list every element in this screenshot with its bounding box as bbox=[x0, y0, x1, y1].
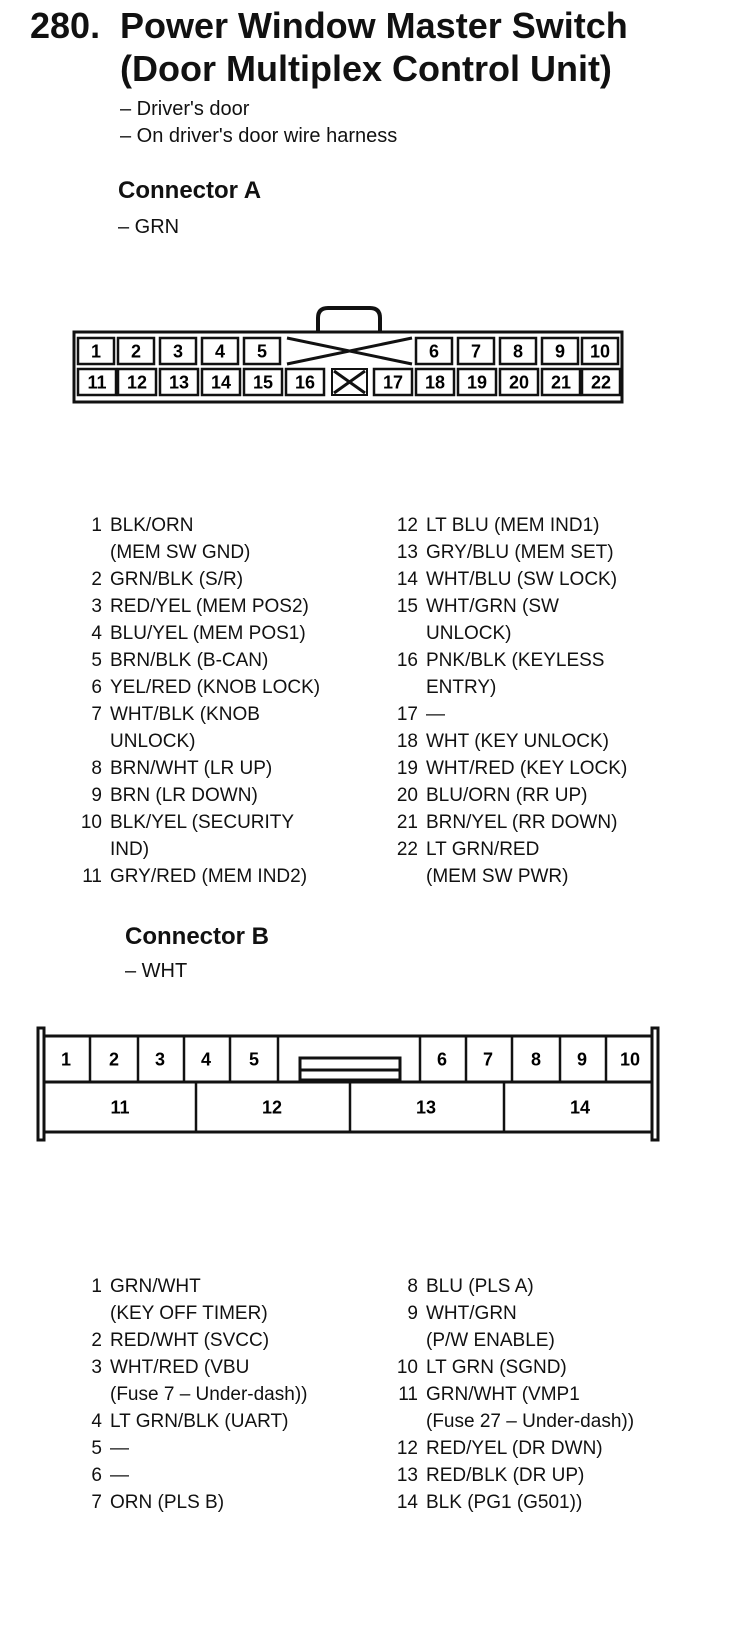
connector-b-heading: Connector B bbox=[125, 923, 269, 950]
connector-a-cavity-11 bbox=[78, 369, 116, 395]
connector-a-cavity-7 bbox=[458, 338, 494, 364]
pin-row bbox=[384, 566, 714, 593]
connector-a-cavity-21-label: 21 bbox=[550, 372, 572, 393]
pin-description: LT GRN/BLK (UART) bbox=[110, 1411, 289, 1432]
pin-number: 8 bbox=[407, 1276, 418, 1297]
connector-a-cavity-13 bbox=[160, 369, 198, 395]
pin-number: 6 bbox=[91, 677, 102, 698]
pin-row bbox=[384, 512, 714, 539]
connector-b-pins-left bbox=[68, 1273, 388, 1516]
pin-description: GRY/RED (MEM IND2) bbox=[110, 866, 308, 887]
pin-row bbox=[68, 863, 388, 890]
pin-description: BRN/YEL (RR DOWN) bbox=[426, 812, 618, 833]
connector-b-cavity-12 bbox=[262, 1097, 282, 1117]
connector-b-cavity-4-label: 4 bbox=[200, 1049, 212, 1070]
pin-number: 17 bbox=[396, 704, 418, 725]
pin-description: LT GRN (SGND) bbox=[426, 1357, 567, 1378]
connector-b-cavity-3-label: 3 bbox=[154, 1049, 166, 1070]
pin-row bbox=[68, 1273, 388, 1327]
connector-a-cavity-3 bbox=[160, 338, 196, 364]
pin-row bbox=[68, 566, 388, 593]
connector-b-cavity-14-label: 14 bbox=[569, 1097, 591, 1118]
pin-number: 14 bbox=[396, 1492, 418, 1513]
pin-description: LT BLU (MEM IND1) bbox=[426, 515, 600, 536]
connector-a-cavity-16 bbox=[286, 369, 324, 395]
pin-description: BLU (PLS A) bbox=[426, 1276, 534, 1297]
pin-description: WHT/BLU (SW LOCK) bbox=[426, 569, 618, 590]
connector-a-cavity-14 bbox=[202, 369, 240, 395]
pin-number: 5 bbox=[91, 1438, 102, 1459]
pin-number: 3 bbox=[91, 1357, 102, 1378]
connector-b-pins-right bbox=[384, 1273, 724, 1516]
pin-row bbox=[68, 1489, 388, 1516]
pin-number: 16 bbox=[396, 650, 418, 671]
connector-b-cavity-6 bbox=[437, 1049, 447, 1069]
pin-description: RED/BLK (DR UP) bbox=[426, 1465, 585, 1486]
connector-a-cavity-2-label: 2 bbox=[130, 341, 142, 362]
connector-b-cavity-7 bbox=[483, 1049, 493, 1069]
connector-a-cavity-1-label: 1 bbox=[90, 341, 102, 362]
pin-row bbox=[68, 755, 388, 782]
pin-description: BLU/YEL (MEM POS1) bbox=[110, 623, 306, 644]
pin-row bbox=[68, 1435, 388, 1462]
connector-a-cavity-13-label: 13 bbox=[168, 372, 190, 393]
pin-number: 4 bbox=[91, 1411, 102, 1432]
pin-row bbox=[384, 1354, 724, 1381]
connector-a-cavity-12-label: 12 bbox=[126, 372, 148, 393]
pin-description: RED/WHT (SVCC) bbox=[110, 1330, 270, 1351]
pin-row bbox=[384, 1489, 724, 1516]
connector-a-cavity-22-label: 22 bbox=[590, 372, 612, 393]
connector-a-diagram bbox=[0, 0, 736, 460]
pin-number: 10 bbox=[80, 812, 102, 833]
pin-row bbox=[68, 701, 388, 755]
pin-row bbox=[384, 836, 714, 890]
connector-a-cavity-6-label: 6 bbox=[428, 341, 440, 362]
connector-b-cavity-13 bbox=[416, 1097, 436, 1117]
connector-b-cavity-12-label: 12 bbox=[261, 1097, 283, 1118]
pin-number: 9 bbox=[91, 785, 102, 806]
connector-b-cavity-14 bbox=[570, 1097, 590, 1117]
pin-row bbox=[68, 809, 388, 863]
pin-number: 4 bbox=[91, 623, 102, 644]
pin-number: 13 bbox=[396, 542, 418, 563]
pin-number: 14 bbox=[396, 569, 418, 590]
connector-a-cavity-3-label: 3 bbox=[172, 341, 184, 362]
connector-b-cavity-11 bbox=[110, 1097, 129, 1117]
pin-row bbox=[384, 1381, 724, 1435]
pin-number: 8 bbox=[91, 758, 102, 779]
pin-row bbox=[384, 539, 714, 566]
pin-row bbox=[68, 782, 388, 809]
pin-description: WHT/GRN (P/W ENABLE) bbox=[426, 1303, 555, 1351]
pin-description: BLU/ORN (RR UP) bbox=[426, 785, 588, 806]
connector-a-blank-cavity-2 bbox=[332, 369, 367, 395]
connector-b-color: – WHT bbox=[125, 960, 188, 982]
pin-row bbox=[68, 1408, 388, 1435]
pin-description: — bbox=[110, 1465, 129, 1486]
connector-a-cavity-10 bbox=[582, 338, 618, 364]
pin-row bbox=[68, 512, 388, 566]
connector-a-cavity-8-label: 8 bbox=[512, 341, 524, 362]
pin-row bbox=[68, 1354, 388, 1408]
connector-a-cavity-21 bbox=[542, 369, 580, 395]
connector-b-cavity-10-label: 10 bbox=[619, 1049, 641, 1070]
pin-description: RED/YEL (MEM POS2) bbox=[110, 596, 309, 617]
title-line-2: (Door Multiplex Control Unit) bbox=[120, 48, 612, 89]
pin-number: 19 bbox=[396, 758, 418, 779]
pin-row bbox=[68, 620, 388, 647]
connector-b-cavity-1 bbox=[61, 1049, 71, 1069]
connector-b-cavity-8 bbox=[531, 1049, 541, 1069]
connector-b-cavity-5-label: 5 bbox=[248, 1049, 260, 1070]
pin-description: ORN (PLS B) bbox=[110, 1492, 225, 1513]
connector-a-cavity-14-label: 14 bbox=[210, 372, 232, 393]
connector-b-cavity-7-label: 7 bbox=[482, 1049, 494, 1070]
connector-a-cavity-8 bbox=[500, 338, 536, 364]
pin-description: BRN/BLK (B-CAN) bbox=[110, 650, 269, 671]
pin-number: 1 bbox=[91, 1276, 102, 1297]
pin-row bbox=[68, 674, 388, 701]
pin-description: PNK/BLK (KEYLESS ENTRY) bbox=[426, 650, 605, 698]
connector-a-cavity-7-label: 7 bbox=[470, 341, 482, 362]
connector-a-cavity-20-label: 20 bbox=[508, 372, 530, 393]
pin-description: BRN (LR DOWN) bbox=[110, 785, 258, 806]
pin-description: GRN/WHT (KEY OFF TIMER) bbox=[110, 1276, 268, 1324]
title-line-1: Power Window Master Switch bbox=[120, 5, 628, 46]
pin-number: 2 bbox=[91, 569, 102, 590]
pin-description: WHT/RED (KEY LOCK) bbox=[426, 758, 628, 779]
pin-row bbox=[384, 755, 714, 782]
connector-a-cavity-20 bbox=[500, 369, 538, 395]
connector-a-cavity-15 bbox=[244, 369, 282, 395]
pin-number: 11 bbox=[398, 1384, 418, 1405]
connector-b-cavity-9-label: 9 bbox=[576, 1049, 588, 1070]
connector-b-cavity-2 bbox=[109, 1049, 119, 1069]
connector-b-cavity-2-label: 2 bbox=[108, 1049, 120, 1070]
pin-description: YEL/RED (KNOB LOCK) bbox=[110, 677, 321, 698]
connector-a-cavity-19 bbox=[458, 369, 496, 395]
connector-b-diagram bbox=[0, 1010, 736, 1190]
connector-a-pins-right bbox=[384, 512, 714, 890]
connector-a-cavity-18 bbox=[416, 369, 454, 395]
pin-number: 21 bbox=[396, 812, 418, 833]
connector-b-cavity-5 bbox=[249, 1049, 259, 1069]
pin-description: — bbox=[110, 1438, 129, 1459]
connector-a-heading: Connector A bbox=[118, 177, 262, 204]
pin-row bbox=[68, 1462, 388, 1489]
pin-number: 1 bbox=[91, 515, 102, 536]
pin-row bbox=[384, 1435, 724, 1462]
pin-number: 9 bbox=[407, 1303, 418, 1324]
connector-a-cavity-15-label: 15 bbox=[252, 372, 274, 393]
connector-a-cavity-6 bbox=[416, 338, 452, 364]
pin-number: 10 bbox=[396, 1357, 418, 1378]
pin-row bbox=[68, 593, 388, 620]
pin-description: GRN/WHT (VMP1 (Fuse 27 – Under-dash)) bbox=[426, 1384, 635, 1432]
connector-a-color: – GRN bbox=[118, 216, 180, 238]
connector-a-cavity-17 bbox=[374, 369, 412, 395]
connector-a-cavity-5 bbox=[244, 338, 280, 364]
connector-a-cavity-16-label: 16 bbox=[294, 372, 316, 393]
pin-number: 13 bbox=[396, 1465, 418, 1486]
connector-b-lock-tab bbox=[300, 1058, 400, 1080]
connector-b-cavity-1-label: 1 bbox=[60, 1049, 72, 1070]
connector-b-cavity-8-label: 8 bbox=[530, 1049, 542, 1070]
connector-b-cavity-11-label: 11 bbox=[110, 1097, 130, 1118]
pin-number: 11 bbox=[82, 866, 102, 887]
connector-a-cavity-4 bbox=[202, 338, 238, 364]
pin-description: BRN/WHT (LR UP) bbox=[110, 758, 273, 779]
pin-row bbox=[384, 647, 714, 701]
pin-row bbox=[68, 1327, 388, 1354]
pin-row bbox=[384, 1462, 724, 1489]
connector-a-cavity-12 bbox=[118, 369, 156, 395]
connector-b-cavity-9 bbox=[577, 1049, 587, 1069]
pin-description: WHT/BLK (KNOB UNLOCK) bbox=[110, 704, 260, 752]
connector-a-cavity-11-label: 11 bbox=[87, 372, 107, 393]
location-line-1: – Driver's door bbox=[120, 98, 250, 120]
pin-row bbox=[384, 701, 714, 728]
connector-b-cavity-13-label: 13 bbox=[415, 1097, 437, 1118]
connector-a-cavity-4-label: 4 bbox=[214, 341, 226, 362]
pin-description: GRY/BLU (MEM SET) bbox=[426, 542, 614, 563]
connector-a-cavity-9 bbox=[542, 338, 578, 364]
pin-number: 12 bbox=[396, 1438, 418, 1459]
pin-description: RED/YEL (DR DWN) bbox=[426, 1438, 603, 1459]
connector-a-cavity-10-label: 10 bbox=[589, 341, 611, 362]
pin-number: 2 bbox=[91, 1330, 102, 1351]
pin-description: WHT/RED (VBU (Fuse 7 – Under-dash)) bbox=[110, 1357, 308, 1405]
connector-b-cavity-3 bbox=[155, 1049, 165, 1069]
pin-description: BLK (PG1 (G501)) bbox=[426, 1492, 583, 1513]
pin-row bbox=[384, 728, 714, 755]
connector-a-cavity-17-label: 17 bbox=[382, 372, 404, 393]
connector-a-cavity-1 bbox=[78, 338, 114, 364]
pin-description: — bbox=[426, 704, 445, 725]
pin-description: BLK/ORN (MEM SW GND) bbox=[110, 515, 251, 563]
connector-a-cavity-19-label: 19 bbox=[466, 372, 488, 393]
connector-a-cavity-2 bbox=[118, 338, 154, 364]
connector-a-cavity-9-label: 9 bbox=[554, 341, 566, 362]
connector-b-cavity-6-label: 6 bbox=[436, 1049, 448, 1070]
pin-description: WHT (KEY UNLOCK) bbox=[426, 731, 609, 752]
pin-number: 20 bbox=[396, 785, 418, 806]
pin-number: 7 bbox=[91, 704, 102, 725]
pin-number: 6 bbox=[91, 1465, 102, 1486]
pin-row bbox=[384, 1300, 724, 1354]
pin-row bbox=[384, 782, 714, 809]
connector-a-pins-left bbox=[68, 512, 388, 890]
pin-number: 18 bbox=[396, 731, 418, 752]
pin-row bbox=[384, 593, 714, 647]
connector-a-blank-cavity bbox=[287, 338, 412, 364]
component-number: 280. bbox=[30, 5, 101, 46]
pin-number: 7 bbox=[91, 1492, 102, 1513]
pin-description: LT GRN/RED (MEM SW PWR) bbox=[426, 839, 569, 887]
pin-number: 15 bbox=[396, 596, 418, 617]
pin-number: 5 bbox=[91, 650, 102, 671]
connector-a-cavity-22 bbox=[582, 369, 620, 395]
pin-description: WHT/GRN (SW UNLOCK) bbox=[426, 596, 559, 644]
connector-b-cavity-10 bbox=[620, 1049, 640, 1069]
pin-number: 3 bbox=[91, 596, 102, 617]
connector-a-cavity-18-label: 18 bbox=[424, 372, 446, 393]
pin-number: 22 bbox=[396, 839, 418, 860]
connector-a-cavity-5-label: 5 bbox=[256, 341, 268, 362]
pin-row bbox=[384, 809, 714, 836]
pin-row bbox=[68, 647, 388, 674]
location-line-2: – On driver's door wire harness bbox=[120, 125, 398, 147]
pin-number: 12 bbox=[396, 515, 418, 536]
pin-row bbox=[384, 1273, 724, 1300]
connector-b-cavity-4 bbox=[201, 1049, 211, 1069]
pin-description: BLK/YEL (SECURITY IND) bbox=[110, 812, 295, 860]
pin-description: GRN/BLK (S/R) bbox=[110, 569, 244, 590]
